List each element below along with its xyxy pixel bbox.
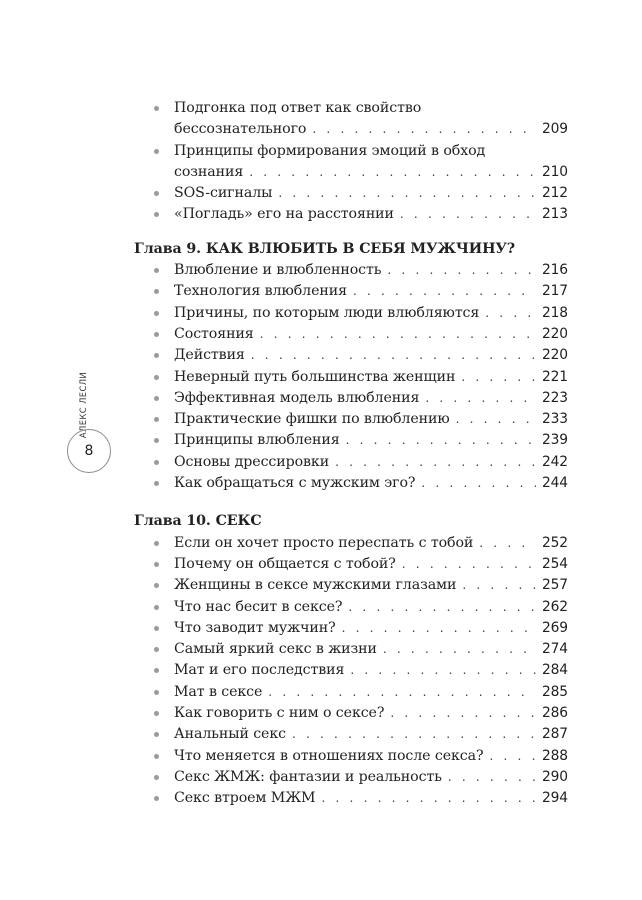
toc-entry-page: 213 — [541, 206, 568, 223]
bullet-icon — [154, 375, 159, 380]
toc-entry[interactable] — [134, 281, 568, 302]
toc-entry-title: Женщины в сексе мужскими глазами — [174, 577, 457, 594]
toc-entry-page: 244 — [541, 475, 568, 492]
toc-entry-title: Секс втроем МЖМ — [174, 790, 316, 807]
dot-leader — [402, 554, 536, 575]
toc-entry-title: Почему он общается с тобой? — [174, 555, 396, 572]
toc-entry[interactable] — [134, 473, 568, 494]
toc-entry-page: 294 — [541, 790, 568, 807]
toc-entry[interactable] — [134, 639, 568, 660]
toc-entry-title: Эффективная модель влюбления — [174, 389, 420, 406]
toc-entry-page: 286 — [541, 705, 568, 722]
toc-entry[interactable] — [134, 597, 568, 618]
bullet-icon — [154, 626, 159, 631]
toc-entry[interactable] — [134, 575, 568, 596]
dot-leader — [390, 703, 536, 724]
toc-entry-title-line1: Подгонка под ответ как свойство — [174, 100, 422, 116]
page-number-badge — [67, 429, 111, 473]
toc-entry-title: Практические фишки по влюблению — [174, 411, 450, 428]
toc-entry-page: 233 — [541, 411, 568, 428]
toc-entry[interactable] — [134, 660, 568, 681]
dot-leader — [485, 303, 536, 324]
toc-entry[interactable] — [134, 345, 568, 366]
toc-entry[interactable] — [134, 682, 568, 703]
toc-entry[interactable] — [134, 324, 568, 345]
toc-entry-title: Анальный секс — [174, 726, 286, 743]
bullet-icon — [154, 191, 159, 196]
toc-entry-page: 252 — [541, 534, 568, 551]
bullet-icon — [154, 647, 159, 652]
toc-entry[interactable] — [134, 746, 568, 767]
bullet-icon — [154, 732, 159, 737]
toc-entry-page: 223 — [541, 389, 568, 406]
toc-entry[interactable] — [134, 260, 568, 281]
dot-leader — [479, 533, 536, 554]
dot-leader — [335, 452, 536, 473]
toc-entry-page: 216 — [541, 262, 568, 279]
toc-entry[interactable] — [134, 204, 568, 225]
toc-entry-title: Мат и его последствия — [174, 662, 345, 679]
toc-entry[interactable] — [134, 533, 568, 554]
toc-entry[interactable] — [134, 141, 568, 184]
bullet-icon — [154, 460, 159, 465]
dot-leader — [342, 618, 536, 639]
dot-leader — [448, 767, 536, 788]
dot-leader — [348, 597, 536, 618]
toc-entry-title: Технология влюбления — [174, 283, 347, 300]
dot-leader — [268, 682, 536, 703]
bullet-icon — [154, 149, 159, 154]
dot-leader — [353, 281, 536, 302]
toc-entry-title: Причины, по которым люди влюбляются — [174, 304, 480, 321]
toc-entry-page: 239 — [541, 432, 568, 449]
bullet-icon — [154, 775, 159, 780]
toc-entry[interactable] — [134, 554, 568, 575]
toc-entry[interactable] — [134, 183, 568, 204]
chapter-10-heading[interactable]: Глава 10. СЕКС — [134, 513, 262, 530]
bullet-icon — [154, 711, 159, 716]
bullet-icon — [154, 212, 159, 217]
dot-leader — [350, 660, 536, 681]
bullet-icon — [154, 541, 159, 546]
toc-entry[interactable] — [134, 388, 568, 409]
toc-entry-page: 288 — [541, 747, 568, 764]
toc-entry-title-line1: Принципы формирования эмоций в обход — [174, 142, 486, 159]
table-of-contents — [134, 98, 568, 810]
toc-entry-page: 262 — [541, 598, 568, 615]
bullet-icon — [154, 562, 159, 567]
toc-entry-title: «Погладь» его на расстоянии — [174, 206, 394, 223]
toc-entry-title: Что нас бесит в сексе? — [174, 598, 343, 615]
toc-entry-page: 285 — [541, 683, 568, 700]
dot-leader — [421, 473, 536, 494]
toc-entry-title: SOS-сигналы — [174, 185, 273, 202]
toc-entry-page: 218 — [541, 304, 568, 321]
dot-leader — [461, 367, 536, 388]
toc-entry-page: 290 — [541, 768, 568, 785]
toc-entry-page: 254 — [541, 555, 568, 572]
toc-entry-title: Как говорить с ним о сексе? — [174, 705, 385, 722]
bullet-icon — [154, 605, 159, 610]
toc-entry-title: Влюбление и влюбленность — [174, 262, 382, 279]
dot-leader — [456, 409, 536, 430]
toc-entry-title-line2: бессознательного — [174, 121, 307, 138]
bullet-icon — [154, 353, 159, 358]
dot-leader — [249, 162, 536, 183]
toc-entry-page: 269 — [541, 619, 568, 636]
toc-entry[interactable] — [134, 724, 568, 745]
toc-entry[interactable] — [134, 409, 568, 430]
toc-entry[interactable] — [134, 367, 568, 388]
toc-entry-page: 284 — [541, 662, 568, 679]
toc-entry-page: 217 — [541, 283, 568, 300]
toc-entry[interactable] — [134, 430, 568, 451]
dot-leader — [346, 430, 536, 451]
toc-entry-title-line2: сознания — [174, 163, 244, 180]
toc-entry-page: 257 — [541, 577, 568, 594]
toc-entry[interactable] — [134, 618, 568, 639]
toc-entry-page: 221 — [541, 368, 568, 385]
toc-entry[interactable] — [134, 303, 568, 324]
toc-entry-title: Что меняется в отношениях после секса? — [174, 747, 484, 764]
toc-entry[interactable] — [134, 703, 568, 724]
bullet-icon — [154, 481, 159, 486]
bullet-icon — [154, 796, 159, 801]
toc-entry-page: 242 — [541, 453, 568, 470]
dot-leader — [260, 324, 536, 345]
running-author-name: АЛЕКС ЛЕСЛИ — [78, 371, 88, 439]
chapter-9-heading[interactable]: Глава 9. КАК ВЛЮБИТЬ В СЕБЯ МУЖЧИНУ? — [134, 240, 516, 257]
toc-entry-page: 220 — [541, 347, 568, 364]
page-number: 8 — [84, 443, 94, 459]
dot-leader — [321, 788, 535, 809]
toc-entry-title: Состояния — [174, 325, 254, 342]
dot-leader — [387, 260, 536, 281]
toc-entry-page: 212 — [541, 185, 568, 202]
toc-entry-page: 220 — [541, 325, 568, 342]
bullet-icon — [154, 396, 159, 401]
bullet-icon — [154, 438, 159, 443]
bullet-icon — [154, 311, 159, 316]
chapter-10-entries — [134, 533, 568, 810]
dot-leader — [462, 575, 536, 596]
toc-entry-title: Принципы влюбления — [174, 432, 340, 449]
toc-entry-title: Самый яркий секс в жизни — [174, 641, 377, 658]
toc-entry-title: Секс ЖМЖ: фантазии и реальность — [174, 768, 442, 785]
dot-leader — [251, 345, 536, 366]
dot-leader — [400, 204, 536, 225]
bullet-icon — [154, 583, 159, 588]
toc-entry-page: 274 — [541, 641, 568, 658]
toc-entry-title: Неверный путь большинства женщин — [174, 368, 456, 385]
bullet-icon — [154, 332, 159, 337]
toc-entry[interactable] — [134, 767, 568, 788]
dot-leader — [489, 746, 535, 767]
toc-entry-page: 209 — [541, 121, 568, 138]
bullet-icon — [154, 417, 159, 422]
toc-entry-title: Если он хочет просто переспать с тобой — [174, 534, 474, 551]
dot-leader — [383, 639, 536, 660]
toc-entry-page: 210 — [541, 163, 568, 180]
bullet-icon — [154, 690, 159, 695]
toc-entry-page: 287 — [541, 726, 568, 743]
toc-entry-title: Основы дрессировки — [174, 453, 330, 470]
dot-leader — [292, 724, 536, 745]
chapter-9-entries — [134, 260, 568, 494]
toc-entry-title: Действия — [174, 347, 245, 364]
bullet-icon — [154, 106, 159, 111]
toc-entry[interactable] — [134, 788, 568, 809]
dot-leader — [425, 388, 536, 409]
bullet-icon — [154, 754, 159, 759]
bullet-icon — [154, 668, 159, 673]
dot-leader — [312, 119, 536, 140]
dot-leader — [278, 183, 536, 204]
toc-entry[interactable] — [134, 98, 568, 141]
toc-entry-title: Мат в сексе — [174, 683, 263, 700]
bullet-icon — [154, 289, 159, 294]
toc-entry-title: Что заводит мужчин? — [174, 619, 336, 636]
toc-entry-title: Как обращаться с мужским эго? — [174, 475, 416, 492]
toc-entry[interactable] — [134, 452, 568, 473]
bullet-icon — [154, 268, 159, 273]
